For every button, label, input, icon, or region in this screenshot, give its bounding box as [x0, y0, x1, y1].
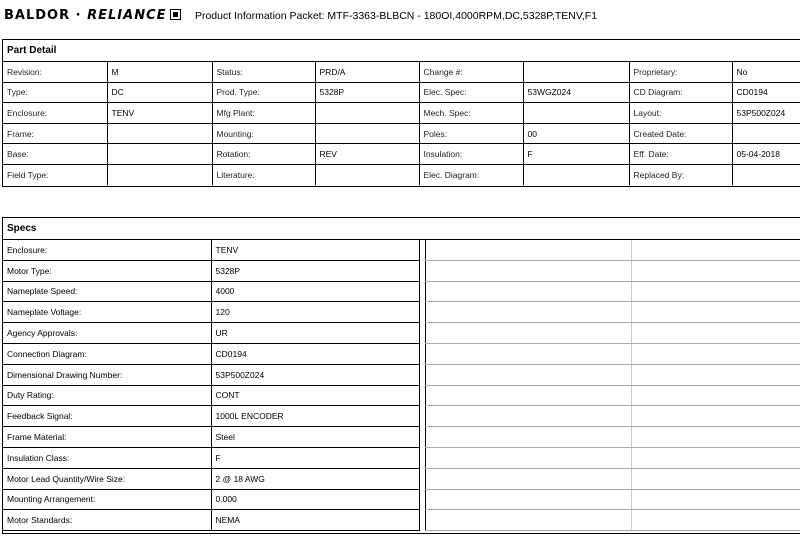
spec-empty-row — [426, 281, 800, 302]
spec-label: Insulation Class: — [3, 447, 211, 468]
field-value — [523, 103, 629, 124]
spec-empty-row — [426, 302, 800, 323]
field-value — [315, 123, 419, 144]
spec-label: Frame Material: — [3, 427, 211, 448]
specs-title: Specs — [3, 218, 800, 240]
field-label: Frame: — [3, 123, 107, 144]
field-label: Literature: — [212, 164, 315, 184]
spec-empty-row — [426, 468, 800, 489]
spec-value: 5328P — [211, 260, 419, 281]
field-label: Mech. Spec: — [419, 103, 523, 124]
spec-empty-row — [426, 343, 800, 364]
spec-label: Mounting Arrangement: — [3, 489, 211, 510]
part-detail-panel — [2, 39, 800, 187]
spec-row — [3, 447, 419, 468]
field-value: F — [523, 144, 629, 165]
spec-empty-row — [426, 323, 800, 344]
field-value: M — [107, 62, 212, 82]
spec-row — [3, 240, 419, 260]
field-label: CD Diagram: — [629, 82, 732, 103]
field-label: Mfg Plant: — [212, 103, 315, 124]
field-value: 05-04-2018 — [732, 144, 800, 165]
part-detail-row — [3, 62, 800, 82]
spec-row — [3, 281, 419, 302]
field-value: 00 — [523, 123, 629, 144]
spec-empty-row — [426, 427, 800, 448]
field-label: Insulation: — [419, 144, 523, 165]
spec-label: Motor Type: — [3, 260, 211, 281]
spec-label: Dimensional Drawing Number: — [3, 364, 211, 385]
spec-empty-row — [426, 385, 800, 406]
field-value — [732, 164, 800, 184]
spec-empty-row — [426, 240, 800, 260]
field-label: Created Date: — [629, 123, 732, 144]
spec-label: Motor Lead Quantity/Wire Size: — [3, 468, 211, 489]
page-header — [4, 7, 597, 25]
spec-label: Duty Rating: — [3, 385, 211, 406]
field-value — [523, 164, 629, 184]
spec-row — [3, 489, 419, 510]
field-value — [315, 164, 419, 184]
spec-value: 2 @ 18 AWG — [211, 468, 419, 489]
spec-label: Agency Approvals: — [3, 323, 211, 344]
field-label: Layout: — [629, 103, 732, 124]
field-label: Rotation: — [212, 144, 315, 165]
spec-row — [3, 302, 419, 323]
field-label: Prod. Type: — [212, 82, 315, 103]
spec-empty-row — [426, 406, 800, 427]
field-value — [315, 103, 419, 124]
spec-empty-row — [426, 364, 800, 385]
spec-value: 0.000 — [211, 489, 419, 510]
specs-empty-table — [425, 240, 800, 531]
spec-label: Nameplate Speed: — [3, 281, 211, 302]
spec-row — [3, 468, 419, 489]
field-value: 5328P — [315, 82, 419, 103]
spec-value: NEMA — [211, 510, 419, 531]
spec-empty-row — [426, 260, 800, 281]
field-value: No — [732, 62, 800, 82]
field-label: Mounting: — [212, 123, 315, 144]
part-detail-table — [3, 62, 800, 185]
field-value: PRD/A — [315, 62, 419, 82]
spec-row — [3, 385, 419, 406]
field-value: 53P500Z024 — [732, 103, 800, 124]
field-value — [523, 62, 629, 82]
field-label: Poles: — [419, 123, 523, 144]
specs-panel — [2, 217, 800, 534]
spec-value: 120 — [211, 302, 419, 323]
spec-value: TENV — [211, 240, 419, 260]
spec-label: Connection Diagram: — [3, 343, 211, 364]
spec-empty-row — [426, 489, 800, 510]
brand-logo: BALDOR · RELIANCE — [4, 8, 181, 23]
spec-row — [3, 406, 419, 427]
spec-value: Steel — [211, 427, 419, 448]
field-label: Type: — [3, 82, 107, 103]
spec-label: Motor Standards: — [3, 510, 211, 531]
spec-row — [3, 510, 419, 531]
part-detail-row — [3, 164, 800, 184]
spec-row — [3, 364, 419, 385]
field-label: Elec. Spec: — [419, 82, 523, 103]
field-value: TENV — [107, 103, 212, 124]
field-label: Base: — [3, 144, 107, 165]
part-detail-row — [3, 144, 800, 165]
spec-row — [3, 260, 419, 281]
spec-empty-row — [426, 447, 800, 468]
field-label: Revision: — [3, 62, 107, 82]
field-label: Field Type: — [3, 164, 107, 184]
field-label: Proprietary: — [629, 62, 732, 82]
packet-title: Product Information Packet: MTF-3363-BLBCN - 180OI,4000RPM,DC,5328P,TENV,F1 — [194, 9, 598, 22]
brand-mark-icon — [170, 9, 181, 20]
part-detail-row — [3, 123, 800, 144]
spec-label: Feedback Signal: — [3, 406, 211, 427]
field-value: 53WGZ024 — [523, 82, 629, 103]
spec-value: 1000L ENCODER — [211, 406, 419, 427]
spec-value: UR — [211, 323, 419, 344]
field-value: REV — [315, 144, 419, 165]
field-label: Change #: — [419, 62, 523, 82]
field-label: Status: — [212, 62, 315, 82]
spec-label: Nameplate Voltage: — [3, 302, 211, 323]
spec-value: CD0194 — [211, 343, 419, 364]
field-value — [732, 123, 800, 144]
spec-label: Enclosure: — [3, 240, 211, 260]
spec-row — [3, 427, 419, 448]
field-value: DC — [107, 82, 212, 103]
spec-value: CONT — [211, 385, 419, 406]
spec-row — [3, 323, 419, 344]
part-detail-title: Part Detail — [3, 40, 800, 62]
spec-empty-row — [426, 510, 800, 531]
field-value — [107, 123, 212, 144]
field-label: Elec. Diagram: — [419, 164, 523, 184]
spec-value: F — [211, 447, 419, 468]
spec-value: 4000 — [211, 281, 419, 302]
spec-value: 53P500Z024 — [211, 364, 419, 385]
field-label: Eff. Date: — [629, 144, 732, 165]
specs-table — [3, 240, 420, 531]
spec-row — [3, 343, 419, 364]
part-detail-row — [3, 82, 800, 103]
field-value — [107, 144, 212, 165]
field-label: Enclosure: — [3, 103, 107, 124]
field-value — [107, 164, 212, 184]
field-value: CD0194 — [732, 82, 800, 103]
field-label: Replaced By: — [629, 164, 732, 184]
part-detail-row — [3, 103, 800, 124]
